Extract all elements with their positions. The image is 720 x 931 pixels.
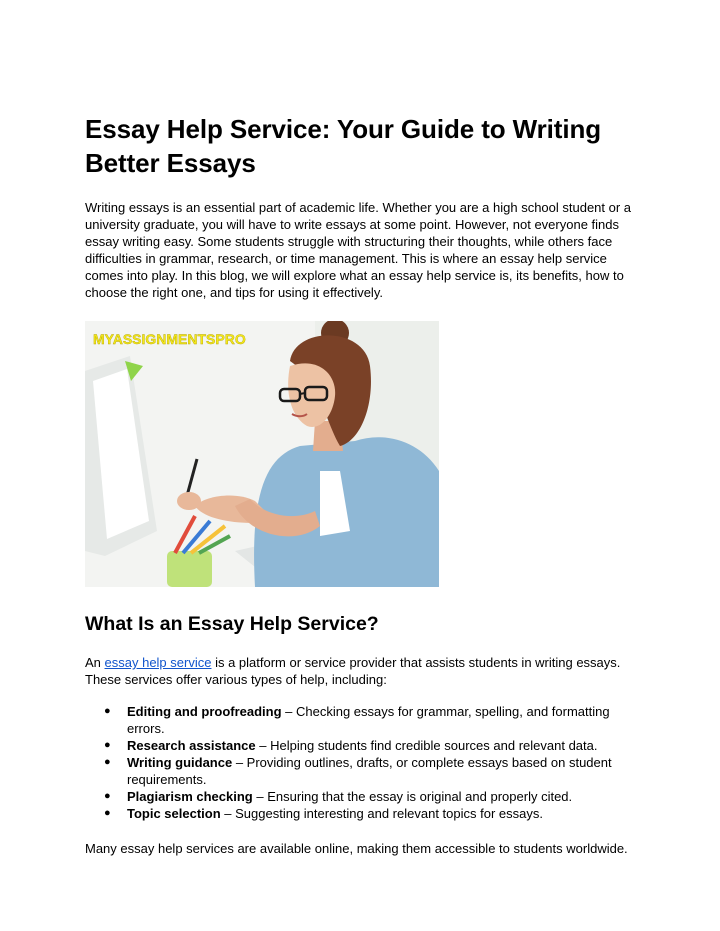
bullet-icon: ● [104,790,111,802]
bullet-icon: ● [104,705,111,717]
list-item [85,805,635,822]
list-item-text: – Ensuring that the essay is original and properly cited. [252,789,573,804]
closing-paragraph: Many essay help services are available online, making them accessible to students worldwide. [85,841,628,856]
page-title: Essay Help Service: Your Guide to Writing Better Essays [85,114,602,178]
bullet-icon: ● [104,807,111,819]
list-item-text: – Checking essays for grammar, spelling, and formatting errors. [127,704,610,736]
list-item-term: Research assistance [127,738,256,753]
list-item [85,737,635,754]
essay-help-service-link[interactable]: essay help service [104,655,212,670]
list-item-term: Editing and proofreading [127,704,282,719]
help-types-list [85,703,635,822]
list-item [85,788,635,805]
hero-image [85,321,439,587]
bullet-icon: ● [104,739,111,751]
list-item [85,703,635,737]
article-body [85,112,635,857]
intro-paragraph: Writing essays is an essential part of academic life. Whether you are a high school student or a university graduate, you will have to write essays at some point. However, not everyone finds essay writing easy. Some students struggle with structuring their thoughts, while others face difficulties in grammar, research, or time management. This is where an essay help service comes into play. In this blog, we will explore what an essay help service is, its benefits, how to choose the right one, and tips for using it effectively. [85,200,632,300]
paragraph-suffix: is a platform or service provider that assists students in writing essays. These services offer various types of help, including: [85,655,621,687]
paragraph-prefix: An [85,655,105,670]
section-paragraph [85,654,635,688]
list-item-text: – Helping students find credible sources and relevant data. [255,738,598,753]
bullet-icon: ● [104,756,111,768]
list-item [85,754,635,788]
list-item-term: Topic selection [127,806,221,821]
list-item-term: Plagiarism checking [127,789,253,804]
student-writing-illustration [85,321,439,587]
watermark-text: MYASSIGNMENTSPRO [93,331,246,347]
list-item-text: – Suggesting interesting and relevant topics for essays. [220,806,543,821]
section-heading: What Is an Essay Help Service? [85,613,379,635]
list-item-text: – Providing outlines, drafts, or complete essays based on student requirements. [127,755,612,787]
list-item-term: Writing guidance [127,755,233,770]
